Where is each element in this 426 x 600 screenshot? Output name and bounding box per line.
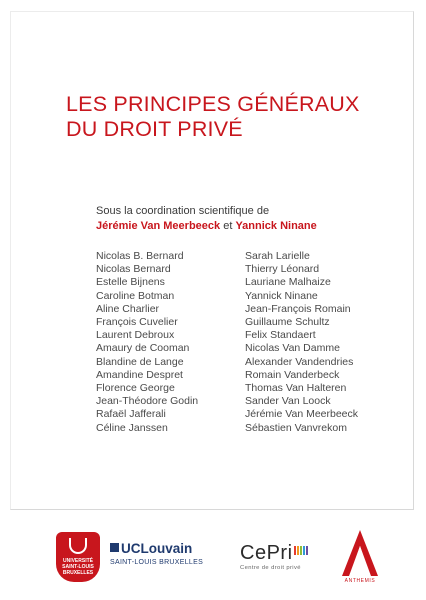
cepri-bar — [306, 546, 308, 555]
author-name: Yannick Ninane — [245, 289, 318, 302]
cepri-bars-icon — [294, 538, 309, 561]
author-name: Thierry Léonard — [245, 263, 320, 276]
author-name: Felix Standaert — [245, 329, 316, 342]
author-name: Sarah Larielle — [245, 250, 310, 262]
uclouvain-subtitle: SAINT-LOUIS BRUXELLES — [110, 559, 204, 566]
editor-name: Yannick Ninane — [235, 220, 317, 232]
author-name: Nicolas Bernard — [96, 263, 171, 276]
author-name: Lauriane Malhaize — [245, 276, 331, 289]
cepri-bar — [303, 546, 305, 555]
anthemis-logo — [338, 528, 382, 586]
usl-shield-icon — [69, 538, 87, 554]
usl-logo-text: UNIVERSITÉ SAINT-LOUIS BRUXELLES — [62, 558, 94, 576]
editor-name: Jérémie Van Meerbeeck — [96, 220, 221, 232]
author-name: Amaury de Cooman — [96, 342, 190, 355]
author-name: Rafaël Jafferali — [96, 408, 166, 421]
uclouvain-brand-text: UCLouvain — [121, 541, 193, 556]
cepri-subtitle: Centre de droit privé — [240, 565, 301, 571]
uclouvain-logo — [110, 541, 220, 573]
authors-column-left — [96, 250, 198, 435]
title-line-2: DU DROIT PRIVÉ — [66, 117, 243, 141]
author-name: Alexander Vandendries — [245, 355, 354, 368]
author-name: François Cuvelier — [96, 316, 178, 329]
uclouvain-brand — [110, 541, 220, 556]
author-name: Amandine Despret — [96, 368, 183, 381]
editors-line — [96, 219, 317, 234]
author-name: Blandine de Lange — [96, 355, 184, 368]
cepri-bar — [297, 546, 299, 555]
cepri-brand — [240, 538, 330, 565]
author-name: Jean-Théodore Godin — [96, 395, 199, 408]
author-name: Estelle Bijnens — [96, 276, 165, 289]
anthemis-mark-icon — [338, 528, 382, 578]
author-name: Guillaume Schultz — [245, 316, 330, 329]
cepri-brand-text: CePri — [240, 542, 293, 564]
uclouvain-square-icon — [110, 543, 119, 552]
author-name: Thomas Van Halteren — [245, 382, 347, 395]
title-line-1: LES PRINCIPES GÉNÉRAUX — [66, 92, 360, 116]
anthemis-text: ANTHEMIS — [344, 578, 376, 584]
usl-logo — [56, 532, 100, 582]
coordination-label: Sous la coordination scientifique de — [96, 205, 270, 217]
authors-column-right — [245, 250, 358, 435]
author-name: Nicolas B. Bernard — [96, 250, 184, 262]
coordination-block — [96, 204, 317, 234]
author-name: Céline Janssen — [96, 421, 168, 434]
author-name: Romain Vanderbeck — [245, 368, 340, 381]
author-name: Aline Charlier — [96, 302, 160, 315]
author-name: Sander Van Loock — [245, 395, 331, 408]
cepri-logo — [240, 538, 330, 574]
author-name: Nicolas Van Damme — [245, 342, 340, 355]
author-name: Laurent Debroux — [96, 329, 175, 342]
author-name: Jean-François Romain — [245, 302, 351, 315]
book-title — [66, 92, 406, 142]
cepri-bar — [294, 546, 296, 555]
author-name: Caroline Botman — [96, 289, 175, 302]
cepri-bar — [300, 546, 302, 555]
editors-joiner: et — [223, 220, 233, 232]
author-name: Jérémie Van Meerbeeck — [245, 408, 359, 421]
author-name: Florence George — [96, 382, 175, 395]
author-name: Sébastien Vanvrekom — [245, 421, 347, 434]
